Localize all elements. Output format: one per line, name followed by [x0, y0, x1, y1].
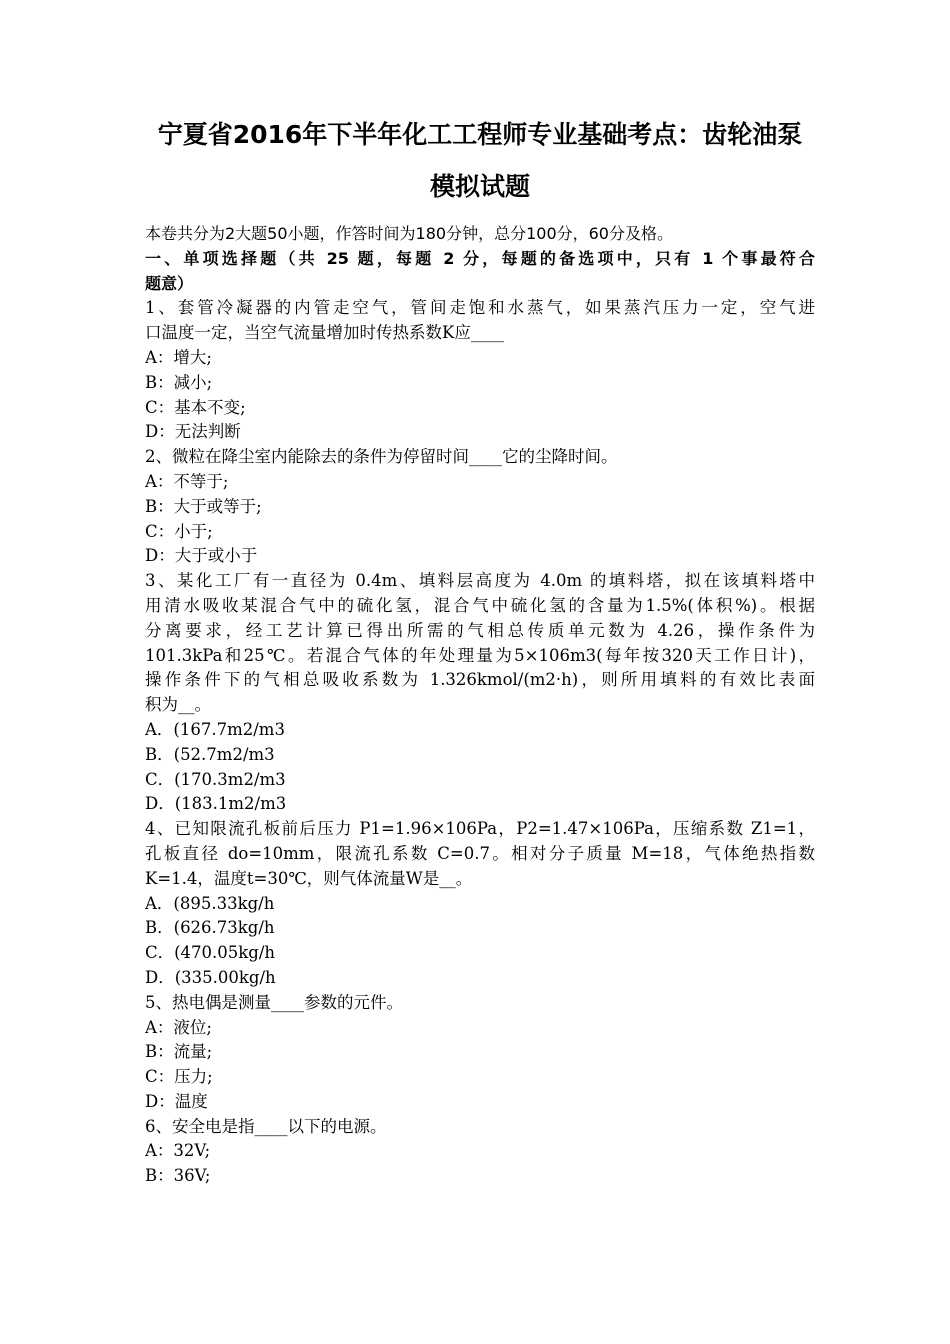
question-3-line6: 积为__。 — [145, 695, 211, 715]
question-3-option-d: D．(183.1m2/m3 — [145, 794, 287, 814]
section-heading-line1: 一、单项选择题（共 25 题，每题 2 分，每题的备选项中，只有 1 个事最符合 — [145, 248, 815, 268]
question-1-option-c: C：基本不变; — [145, 397, 246, 417]
question-1-line1: 1、套管冷凝器的内管走空气，管间走饱和水蒸气，如果蒸汽压力一定，空气进 — [145, 298, 815, 318]
question-4-option-b: B．(626.73kg/h — [145, 918, 275, 938]
question-4-option-a: A．(895.33kg/h — [145, 893, 275, 913]
page-title-line1: 宁夏省2016年下半年化工工程师专业基础考点：齿轮油泵 — [157, 120, 803, 149]
question-3-option-c: C．(170.3m2/m3 — [145, 769, 286, 789]
question-3-line2: 用清水吸收某混合气中的硫化氢，混合气中硫化氢的含量为1.5%(体积%)。根据 — [145, 595, 815, 615]
question-1-line2: 口温度一定，当空气流量增加时传热系数K应____ — [145, 323, 504, 343]
document-body — [145, 222, 815, 1189]
question-4-line2: 孔板直径 do=10mm，限流孔系数 C=0.7。相对分子质量 M=18，气体绝热指数 — [145, 843, 815, 863]
question-4-line3: K=1.4，温度t=30℃，则气体流量W是__。 — [145, 868, 473, 888]
question-5-option-d: D：温度 — [145, 1091, 208, 1111]
question-3-line5: 操作条件下的气相总吸收系数为 1.326kmol/(m2·h)，则所用填料的有效比表面 — [145, 670, 815, 690]
question-1-option-b: B：减小; — [145, 372, 213, 392]
exam-intro: 本卷共分为2大题50小题，作答时间为180分钟，总分100分，60分及格。 — [145, 224, 673, 243]
question-3-option-a: A．(167.7m2/m3 — [145, 719, 285, 739]
question-6-option-a: A：32V; — [145, 1141, 211, 1161]
question-3-line4: 101.3kPa和25℃。若混合气体的年处理量为5×106m3(每年按320天工作日计)， — [145, 645, 815, 665]
question-2: 2、微粒在降尘室内能除去的条件为停留时间____它的尘降时间。 — [145, 447, 618, 467]
question-3-line1: 3、某化工厂有一直径为 0.4m、填料层高度为 4.0m 的填料塔，拟在该填料塔中 — [145, 571, 815, 591]
question-1-option-a: A：增大; — [145, 347, 212, 367]
question-2-option-d: D：大于或小于 — [145, 546, 258, 566]
question-1-option-d: D：无法判断 — [145, 422, 241, 442]
question-5-option-c: C：压力; — [145, 1067, 213, 1087]
question-6-option-b: B：36V; — [145, 1166, 211, 1186]
question-3-line3: 分离要求，经工艺计算已得出所需的气相总传质单元数为 4.26，操作条件为 — [145, 620, 815, 640]
question-2-option-c: C：小于; — [145, 521, 213, 541]
question-4-option-d: D．(335.00kg/h — [145, 967, 276, 987]
question-2-option-a: A：不等于; — [145, 471, 229, 491]
question-6: 6、安全电是指____以下的电源。 — [145, 1116, 387, 1136]
question-4-option-c: C．(470.05kg/h — [145, 943, 276, 963]
question-3-option-b: B．(52.7m2/m3 — [145, 744, 275, 764]
page-title-line2: 模拟试题 — [429, 172, 530, 201]
question-4-line1: 4、已知限流孔板前后压力 P1=1.96×106Pa，P2=1.47×106Pa，压缩系数 Z1=1， — [145, 819, 815, 839]
section-heading-line2: 题意） — [145, 273, 194, 293]
question-2-option-b: B：大于或等于; — [145, 496, 262, 516]
question-5-option-a: A：液位; — [145, 1017, 212, 1037]
question-5-option-b: B：流量; — [145, 1042, 213, 1062]
question-5: 5、热电偶是测量____参数的元件。 — [145, 992, 403, 1012]
